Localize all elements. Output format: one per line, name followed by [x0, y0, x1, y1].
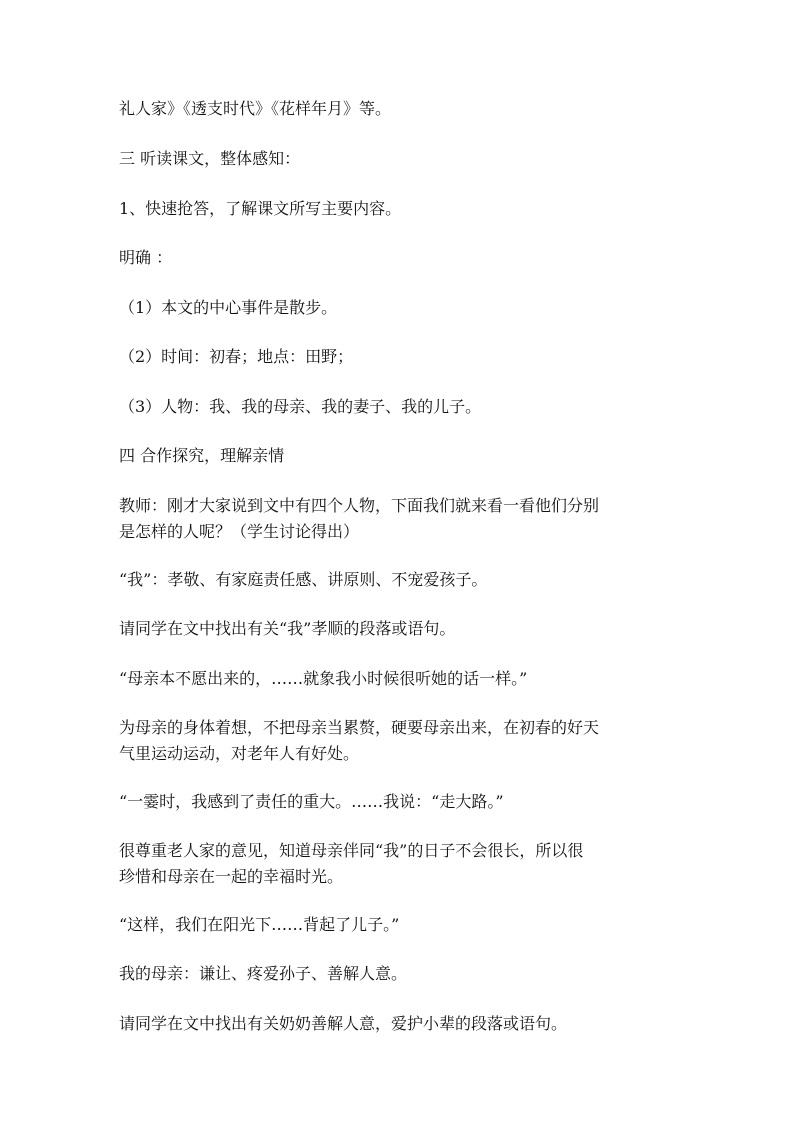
- paragraph-mother-health-line-1: 为母亲的身体着想，不把母亲当累赘，硬要母亲出来，在初春的好天: [119, 718, 600, 737]
- paragraph-mother-health: [119, 715, 699, 767]
- section-heading-cooperative-inquiry: 四 合作探究，理解亲情: [119, 446, 285, 465]
- paragraph-respect-elder-line-1: 很尊重老人家的意见，知道母亲伴同“我”的日子不会很长，所以很: [119, 841, 584, 860]
- paragraph-teacher-question: [119, 493, 699, 545]
- paragraph-me-traits: “我”：孝敬、有家庭责任感、讲原则、不宠爱孩子。: [119, 570, 488, 589]
- paragraph-book-titles: 礼人家》《透支时代》《花样年月》等。: [119, 99, 392, 118]
- paragraph-quick-answer: 1、快速抢答，了解课文所写主要内容。: [119, 199, 402, 218]
- paragraph-mother-health-line-2: 气里运动运动，对老年人有好处。: [119, 744, 360, 763]
- paragraph-find-me-filial: 请同学在文中找出有关“我”孝顺的段落或语句。: [119, 619, 456, 638]
- quote-sunlight: “这样，我们在阳光下……背起了儿子。”: [119, 915, 400, 934]
- paragraph-characters: （3）人物：我、我的母亲、我的妻子、我的儿子。: [119, 397, 482, 416]
- paragraph-mother-traits: 我的母亲：谦让、疼爱孙子、善解人意。: [119, 964, 408, 983]
- paragraph-find-grandmother: 请同学在文中找出有关奶奶善解人意，爱护小辈的段落或语句。: [119, 1014, 568, 1033]
- paragraph-central-event: （1）本文的中心事件是散步。: [119, 298, 338, 317]
- paragraph-respect-elder-line-2: 珍惜和母亲在一起的幸福时光。: [119, 867, 344, 886]
- paragraph-time-place: （2）时间：初春；地点：田野；: [119, 347, 354, 366]
- quote-responsibility: “一霎时，我感到了责任的重大。……我说：“走大路。”: [119, 792, 504, 811]
- quote-mother-reluctant: “母亲本不愿出来的，……就象我小时候很听她的话一样。”: [119, 669, 528, 688]
- paragraph-respect-elder: [119, 838, 699, 890]
- paragraph-clarify: 明确 ：: [119, 248, 173, 267]
- paragraph-teacher-question-line-1: 教师：刚才大家说到文中有四个人物，下面我们就来看一看他们分别: [119, 496, 600, 515]
- paragraph-teacher-question-line-2: 是怎样的人呢？（学生讨论得出）: [119, 522, 360, 541]
- section-heading-listen-read: 三 听读课文，整体感知：: [119, 149, 301, 168]
